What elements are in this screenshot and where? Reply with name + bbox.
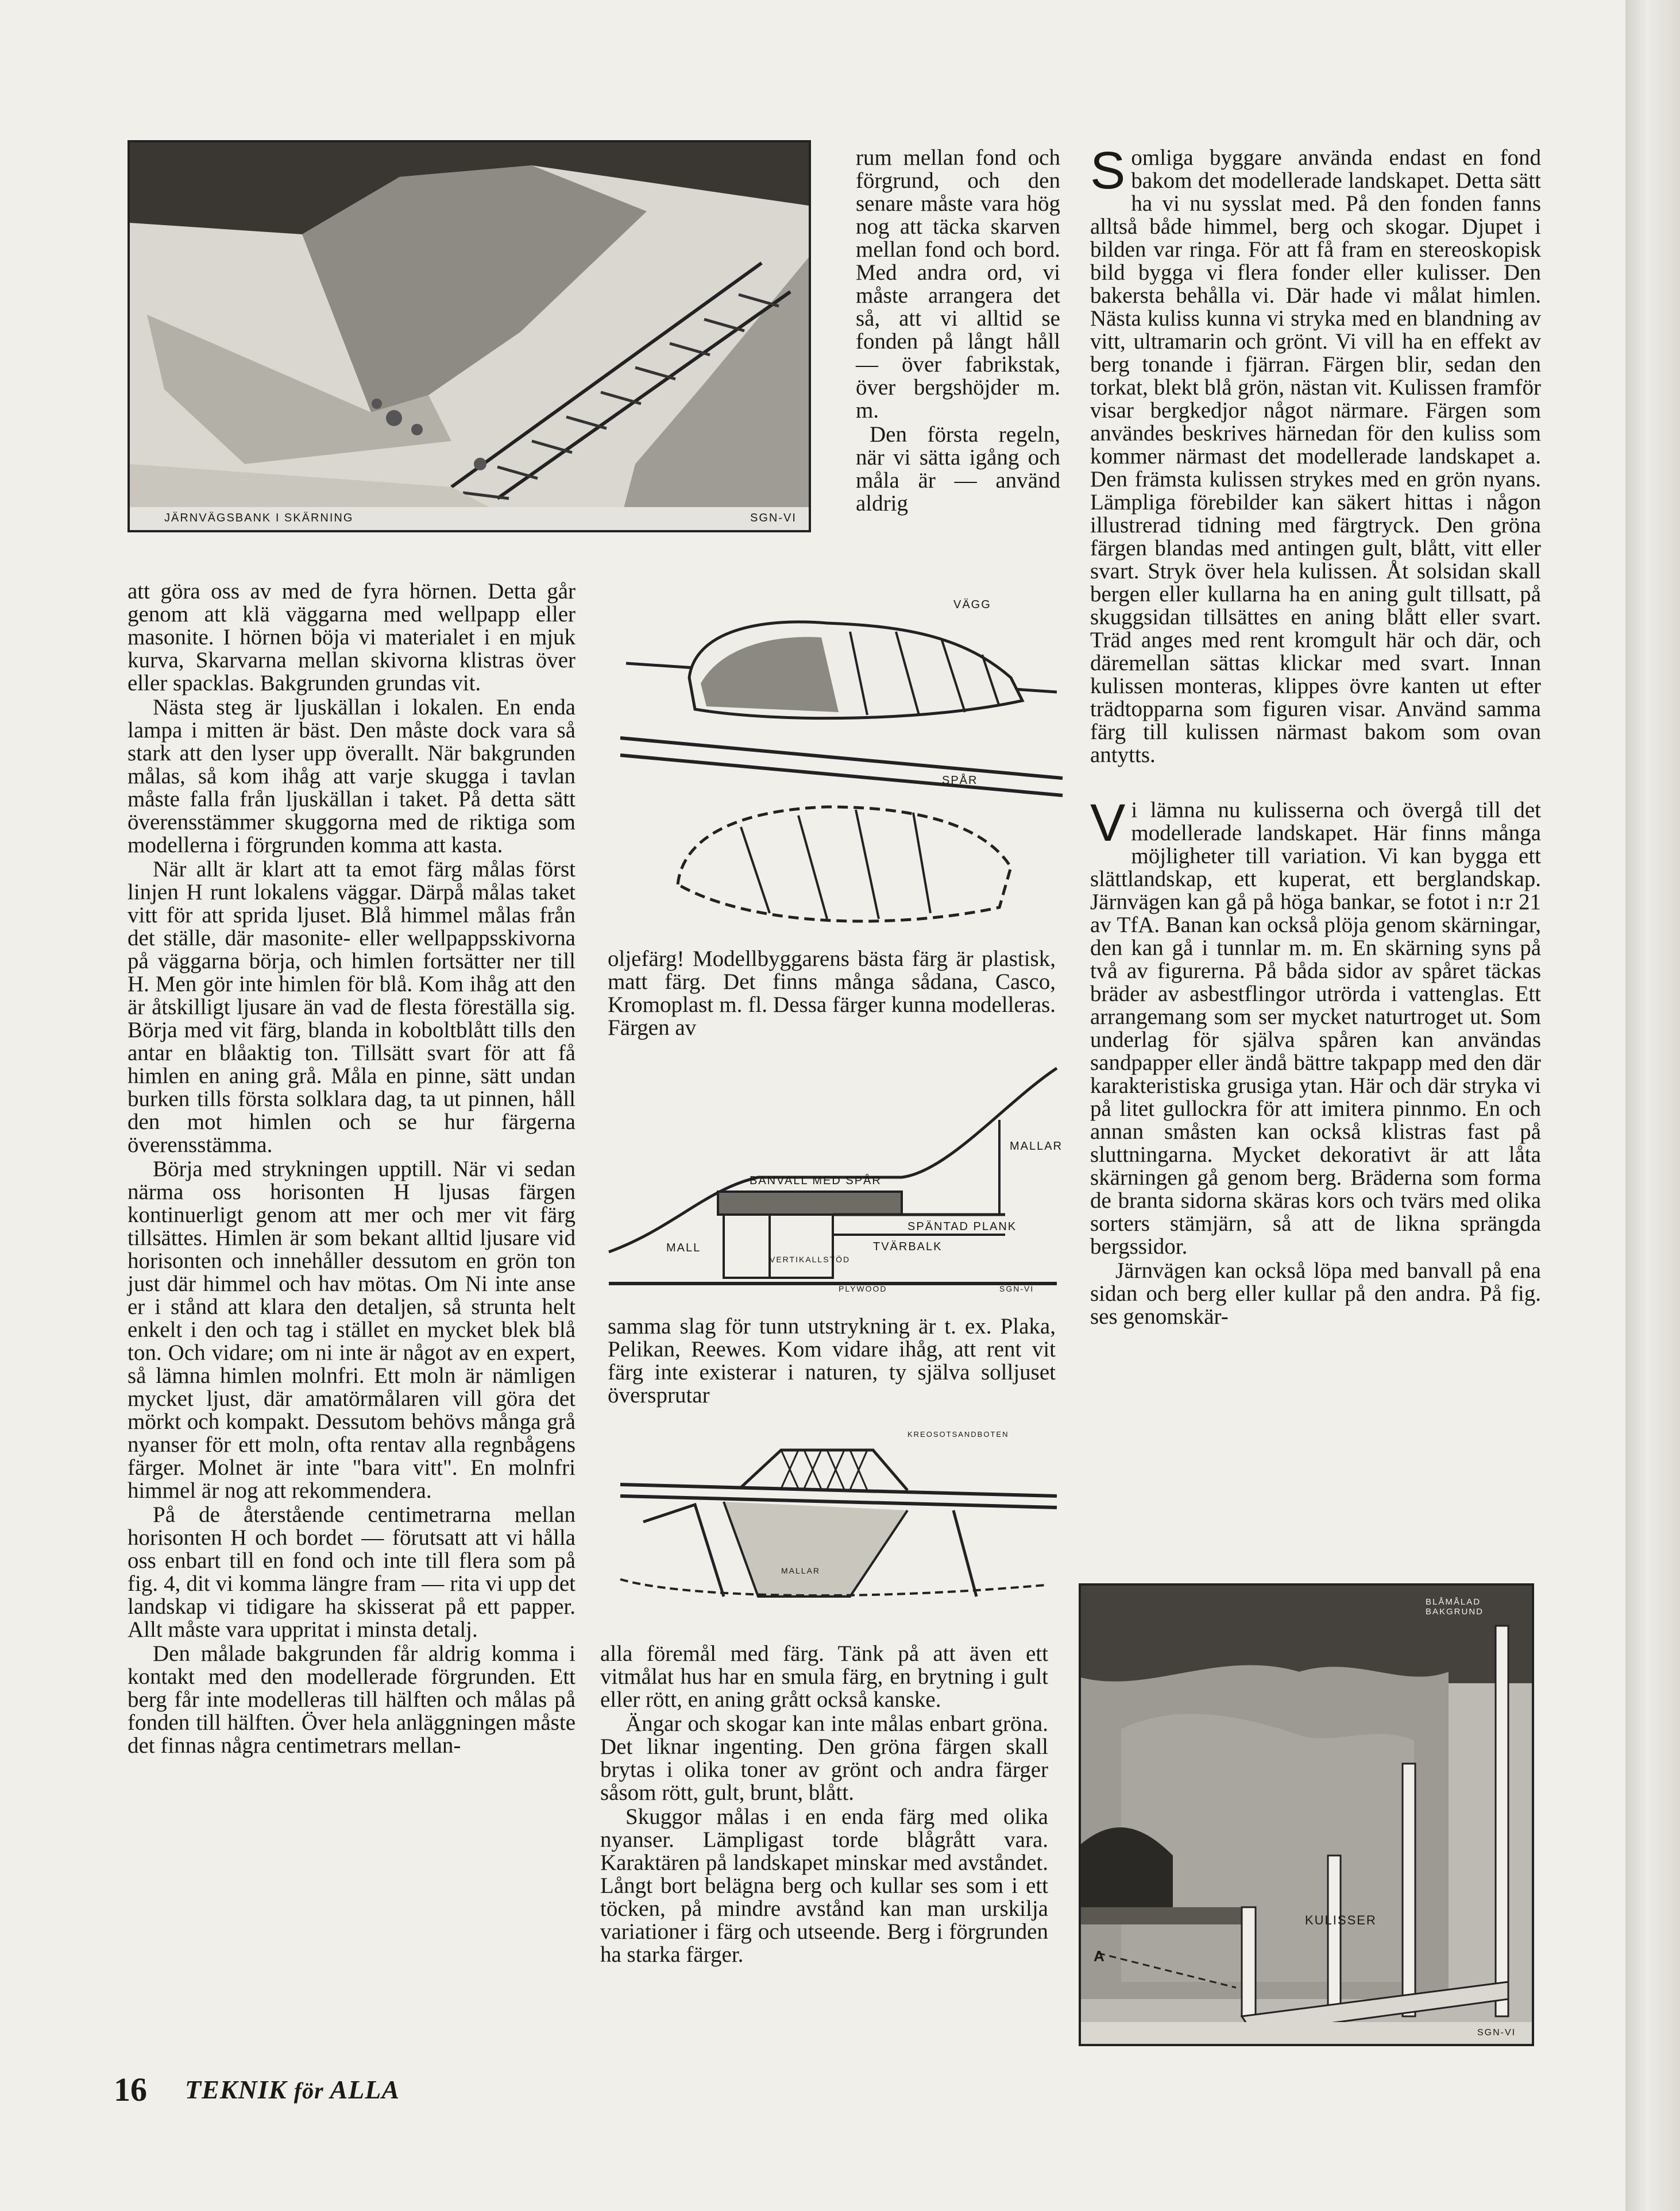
paragraph: Nästa steg är ljuskällan i lokalen. En enda lampa i mitten är bäst. Den måste dock vara så stark att den lyser upp överallt. När bakgrunden målas, så kom ihåg att varje skugga i tavlan måste falla från ljuskällan i taket. På detta sätt överensstämmer skuggorna med de riktiga som modellerna i förgrunden komma att kasta. <box>128 695 576 857</box>
mountain-profile-drawing <box>609 592 1068 936</box>
paragraph: När allt är klart att ta emot färg målas först linjen H runt lokalens väggar. Därpå målas taket vitt för att sprida ljuset. Blå himmel målas från det ställe, där masonite- eller wellpappsskivorna på väggarna börja, och himlen fortsätter ner till H. Men gör inte himlen för blå. Kom ihåg att den är åtskilligt ljusare än vad de flesta föreställa sig. Börja med vit färg, blanda in koboltblått tills den antar en blåaktig ton. Tillsätt svart för att få himlen en aning grå. Måla en pinne, sätt undan burken tills första solklara dag, ta ut pinnen, håll den mot himlen och se hur färgerna överensstämma. <box>128 857 576 1157</box>
column-2-mid-text-1 <box>608 948 1056 1041</box>
paragraph: På de återstående centimetrarna mellan horisonten H och bordet — förutsatt att vi hålla oss enbart till en fond och inte till flera som på fig. 4, dit vi komma längre fram — rita vi upp det landskap vi tidigare ha skisserat på ett papper. Allt måste vara uppritat i minsta detalj. <box>128 1502 576 1642</box>
page-edge <box>1625 0 1680 2211</box>
paragraph: Den målade bakgrunden får aldrig komma i kontakt med den modellerade förgrunden. Ett berg får inte modelleras till hälften och målas på fonden till hälften. Över hela anläggningen måste det finnas några centimetrars mellan- <box>128 1641 576 1758</box>
railway-cutting-illustration <box>128 140 811 532</box>
stage-flats-illustration <box>1079 1583 1534 2046</box>
bridge-drawing <box>609 1424 1063 1614</box>
paragraph: Börja med strykningen upptill. När vi sedan närma oss horisonten H ljusas färgen kontinuerligt genom att mer och mer vit färg tillsättes. Himlen är som bekant alltid ljusare vid horisonten och innehåller dessutom en grön ton just där himmel och hav mötas. Om Ni inte anse er i stånd att klara den detaljen, så strunta helt enkelt i den och tag i stället en mycket blek blå ton. Och vidare; om ni inte är något av en expert, så lämna himlen molnfri. Ett moln är nämligen mycket ljust, där amatörmålaren vill göra det mörkt och kompakt. Dessutom behövs många grå nyanser för ett moln, ofta rentav alla regnbågens färger. Molnet är inte "bara vitt". En molnfri himmel är nog att rekommendera. <box>128 1157 576 1503</box>
bridge-illustration <box>609 1424 1063 1614</box>
label-template: MALL <box>666 1242 701 1254</box>
label-painted-background: BLÅMÅLAD BAKGRUND <box>1426 1597 1484 1617</box>
embankment-cross-section <box>603 1057 1063 1298</box>
column-3-text <box>1090 141 1541 1329</box>
label-a: A <box>1094 1947 1106 1965</box>
paragraph-body: i lämna nu kulisserna och övergå till det modellerade landskapet. Här finns många möjligheter till variation. Vi kan bygga ett slättlandskap, ett kuperat, ett berglandskap. Järnvägen kan gå på höga bankar, se fotot i n:r 21 av TfA. Banan kan också plöja genom skärningar, den kan gå i tunnlar m. m. En skärning syns på två av figurerna. På båda sidor av spåret täckas bräder av asbestflingor utrörda i vattenglas. Ett arrangemang som ser mycket naturtroget ut. Som underlag för själva spåren kan användas sandpapper eller ändå bättre takpapp med den där karakteristiska grusiga ytan. Här och där stryka vi på litet gullockra för att imitera pinnmo. En och annan småsten kan också klistras fast på sluttningarna. Mycket dekorativt är att låta skärningen gå genom berg. Bräderna som forma de branta sidorna skäras kors och tvärs med olika sorters stämjärn, så att de likna sprängda bergssidor. <box>1090 798 1541 1259</box>
paragraph-body: omliga byggare använda endast en fond bakom det modellerade landskapet. Detta sätt ha vi nu sysslat med. På den fonden fanns alltså både himmel, berg och skogar. Djupet i bilden var ringa. För att få fram en stereoskopisk bild bygga vi flera fonder eller kulisser. Den bakersta behålla vi. Där hade vi målat himlen. Nästa kuliss kunna vi stryka med en blandning av vitt, ultramarin och grönt. Vi vill ha en effekt av berg tonande i fjärran. Färgen blir, sedan den torkat, blekt blå grön, nästan vit. Kulissen framför visar bergkedjor något närmare. Färgen som användes beskrives härnedan för den kuliss som kommer närmast det modellerade landskapet a. Den främsta kulissen strykes med en grön nyans. Lämpliga förebilder kan säkert hittas i någon illustrerad tidning med färgtryck. Den gröna färgen blandas med antingen gult, blått, vitt eller svart. Stryk över hela kulissen. Åt solsidan skall bergen eller kullarna ha en aning gult tillsatt, på skuggsidan tillsättes en aning blått eller svart. Träd anges med rent kromgult här och där, och däremellan sättas klickar med svart. Innan kulissen monteras, klippes övre kanten ut efter trädtopparna som figuren visar. Använd samma färg till kulissen närmast bakom som ovan antytts. <box>1090 145 1541 767</box>
stage-flats-drawing <box>1081 1586 1532 2044</box>
figure-signature: SGN-VI <box>750 512 797 524</box>
column-2-top-text <box>856 146 1060 516</box>
mountain-profile-diagram <box>609 592 1068 936</box>
column-1-text <box>128 580 576 1758</box>
paragraph: rum mellan fond och förgrund, och den senare måste vara hög nog att täcka skarven mellan fond och bord. Med andra ord, vi måste arrangera det så, att vi alltid se fonden på långt håll — över fabrikstak, över bergshöjder m. m. <box>856 145 1060 423</box>
magazine-title-main: TEKNIK <box>185 2075 287 2104</box>
label-embankment: BANVALL MED SPÅR <box>750 1174 882 1187</box>
drop-cap: S <box>1090 141 1126 200</box>
label-track: SPÅR <box>942 774 978 787</box>
label-vertical-support: VERTIKALLSTÖD <box>770 1255 851 1264</box>
label-creosote: KREOSOTSANDBOTEN <box>907 1430 1009 1439</box>
paragraph: Järnvägen kan också löpa med banvall på ena sidan och berg eller kullar på den andra. På fig. ses genomskär- <box>1090 1258 1541 1329</box>
paragraph: oljefärg! Modellbyggarens bästa färg är plastisk, matt färg. Det finns många sådana, Casco, Kromoplast m. fl. Dessa färger kunna modelleras. Färgen av <box>608 946 1056 1040</box>
page-number: 16 <box>114 2071 147 2108</box>
label-plywood: PLYWOOD <box>839 1284 887 1293</box>
label-tongued-plank: SPÄNTAD PLANK <box>907 1220 1017 1233</box>
figure-signature: SGN-VI <box>999 1284 1034 1293</box>
column-2-mid-text-2 <box>608 1315 1056 1408</box>
paragraph: alla föremål med färg. Tänk på att även ett vitmålat hus har en smula färg, en brytning i gult eller rött, en aning grått också kanske. <box>600 1641 1048 1712</box>
label-wall: VÄGG <box>953 598 991 611</box>
column-2-bottom-text <box>600 1642 1048 1968</box>
magazine-title-end: ALLA <box>330 2075 400 2104</box>
magazine-title <box>185 2074 400 2105</box>
label-stage-flats: KULISSER <box>1305 1913 1377 1927</box>
magazine-title-for: för <box>293 2078 324 2104</box>
railway-cutting-drawing <box>130 142 809 530</box>
paragraph: Den första regeln, när vi sätta igång och måla är — använd aldrig <box>856 422 1060 516</box>
paragraph: att göra oss av med de fyra hörnen. Detta går genom att klä väggarna med wellpapp eller masonite. I hörnen böja vi materialet i en mjuk kurva, Skarvarna mellan skivorna klistras över eller spacklas. Bakgrunden grundas vit. <box>128 579 576 695</box>
figure-caption: JÄRNVÄGSBANK I SKÄRNING <box>164 512 354 524</box>
drop-cap: V <box>1090 794 1126 852</box>
label-templates: MALLAR <box>781 1566 821 1575</box>
paragraph <box>1090 141 1541 767</box>
paragraph: Ängar och skogar kan inte målas enbart gröna. Det liknar ingenting. Den gröna färgen skall brytas i olika toner av grönt och andra färger såsom rött, gult, brunt, blått. <box>600 1711 1048 1805</box>
label-crossbeam: TVÄRBALK <box>873 1240 943 1253</box>
paragraph <box>1090 794 1541 1259</box>
label-templates: MALLAR <box>1010 1140 1063 1153</box>
figure-signature: SGN-VI <box>1477 2028 1516 2038</box>
paragraph: Skuggor målas i en enda färg med olika nyanser. Lämpligast torde blågrått vara. Karaktären på landskapet minskar med avståndet. Långt bort belägna berg och kullar ses som i ett töcken, på mindre avstånd kan man urskilja variationer i färg och utseende. Berg i förgrunden ha starka färger. <box>600 1804 1048 1967</box>
paragraph: samma slag för tunn utstrykning är t. ex. Plaka, Pelikan, Reewes. Kom vidare ihåg, att rent vit färg inte existerar i naturen, ty själva solljuset översprutar <box>608 1314 1056 1408</box>
